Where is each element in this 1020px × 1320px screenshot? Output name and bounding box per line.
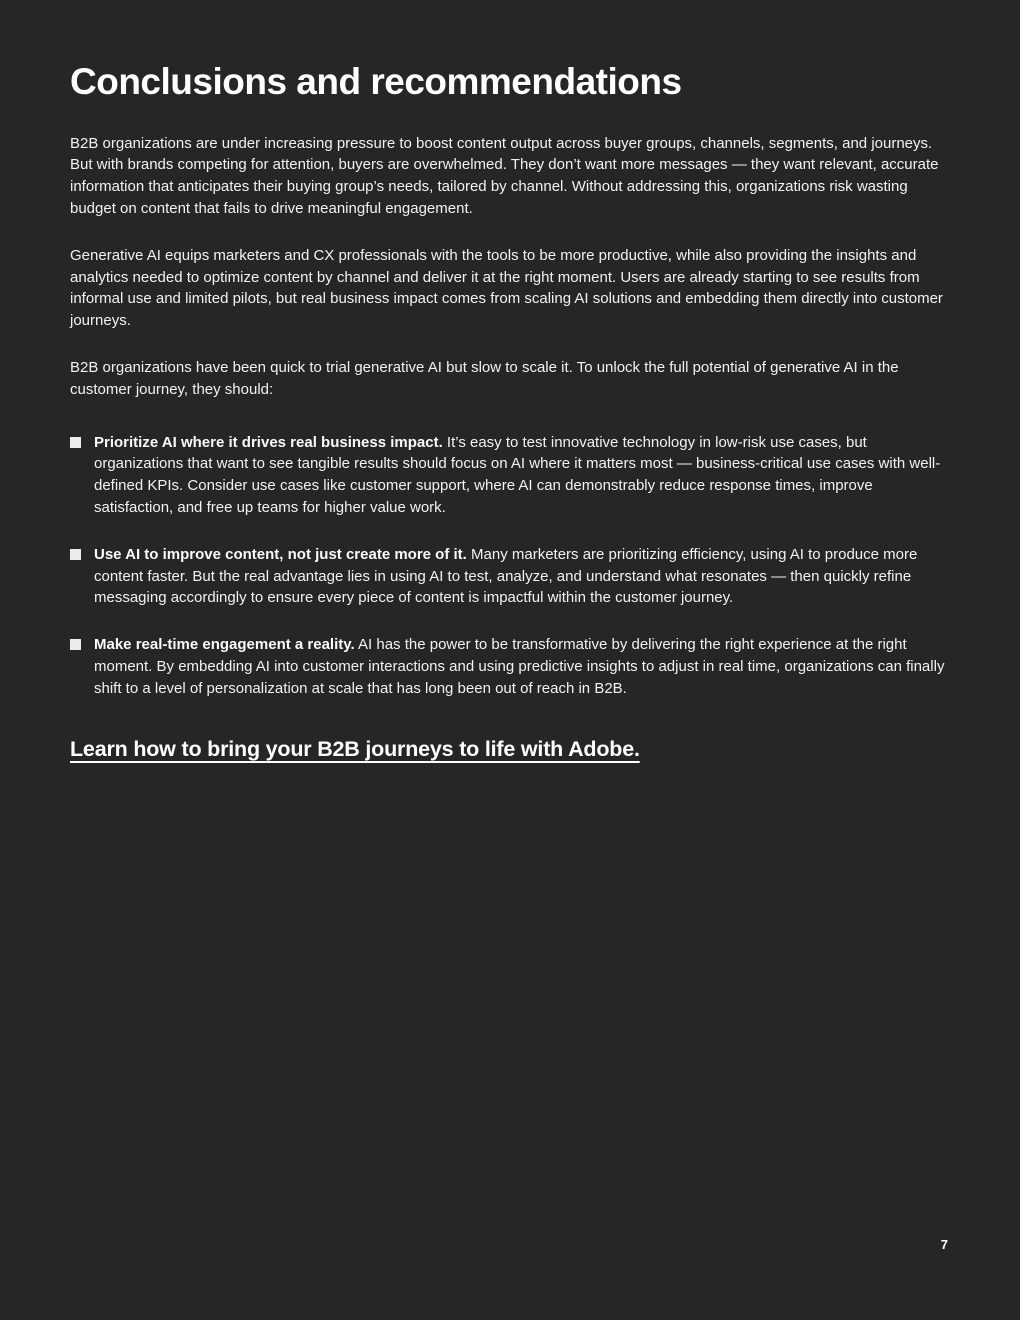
bullet-lead: Use AI to improve content, not just create more of it. (94, 545, 467, 563)
bullet-lead: Make real-time engagement a reality. (94, 636, 355, 654)
body-paragraph: Generative AI equips marketers and CX professionals with the tools to be more productive, while also providing the insights and analytics needed to optimize content by channel and deliver it at the right moment. Users are already starting to see results from informal use and limited pilots, but real business impact comes from scaling AI solutions and embedding them directly into customer journeys. (70, 246, 943, 330)
square-bullet-icon (70, 437, 81, 448)
page-title: Conclusions and recommendations (70, 61, 682, 102)
bullet-lead: Prioritize AI where it drives real business impact. (94, 433, 443, 451)
bullet-content (94, 544, 948, 609)
bullet-text: It’s easy to test innovative technology in low-risk use cases, but organizations that want to see tangible results should focus on AI where it matters most — business-critical use cases with well-defined KPIs. Consider use cases like customer support, where AI can demonstrably reduce response times, improve satisfaction, and free up teams for higher value work. (94, 433, 941, 517)
list-item (70, 432, 948, 519)
square-bullet-icon (70, 549, 81, 560)
bullet-content (94, 634, 948, 699)
page-number: 7 (940, 1237, 948, 1252)
cta-link[interactable]: Learn how to bring your B2B journeys to life with Adobe. (70, 736, 640, 761)
body-paragraph: B2B organizations have been quick to trial generative AI but slow to scale it. To unlock the full potential of generative AI in the customer journey, they should: (70, 359, 899, 398)
list-item (70, 634, 948, 699)
bullet-content (94, 432, 948, 519)
square-bullet-icon (70, 639, 81, 650)
body-paragraph: B2B organizations are under increasing pressure to boost content output across buyer groups, channels, segments, and journeys. But with brands competing for attention, buyers are overwhelmed. They don’t want more messages — they want relevant, accurate information that anticipates their buying group’s needs, tailored by channel. Without addressing this, organizations risk wasting budget on content that fails to drive meaningful engagement. (70, 134, 939, 218)
recommendations-list (70, 432, 948, 700)
bullet-text: Many marketers are prioritizing efficiency, using AI to produce more content faster. But the real advantage lies in using AI to test, analyze, and understand what resonates — then quickly refine messaging accordingly to ensure every piece of content is impactful within the customer journey. (94, 545, 918, 607)
bullet-text: AI has the power to be transformative by delivering the right experience at the right moment. By embedding AI into customer interactions and using predictive insights to adjust in real time, organizations can finally shift to a level of personalization at scale that has long been out of reach in B2B. (94, 636, 945, 697)
list-item (70, 544, 948, 609)
